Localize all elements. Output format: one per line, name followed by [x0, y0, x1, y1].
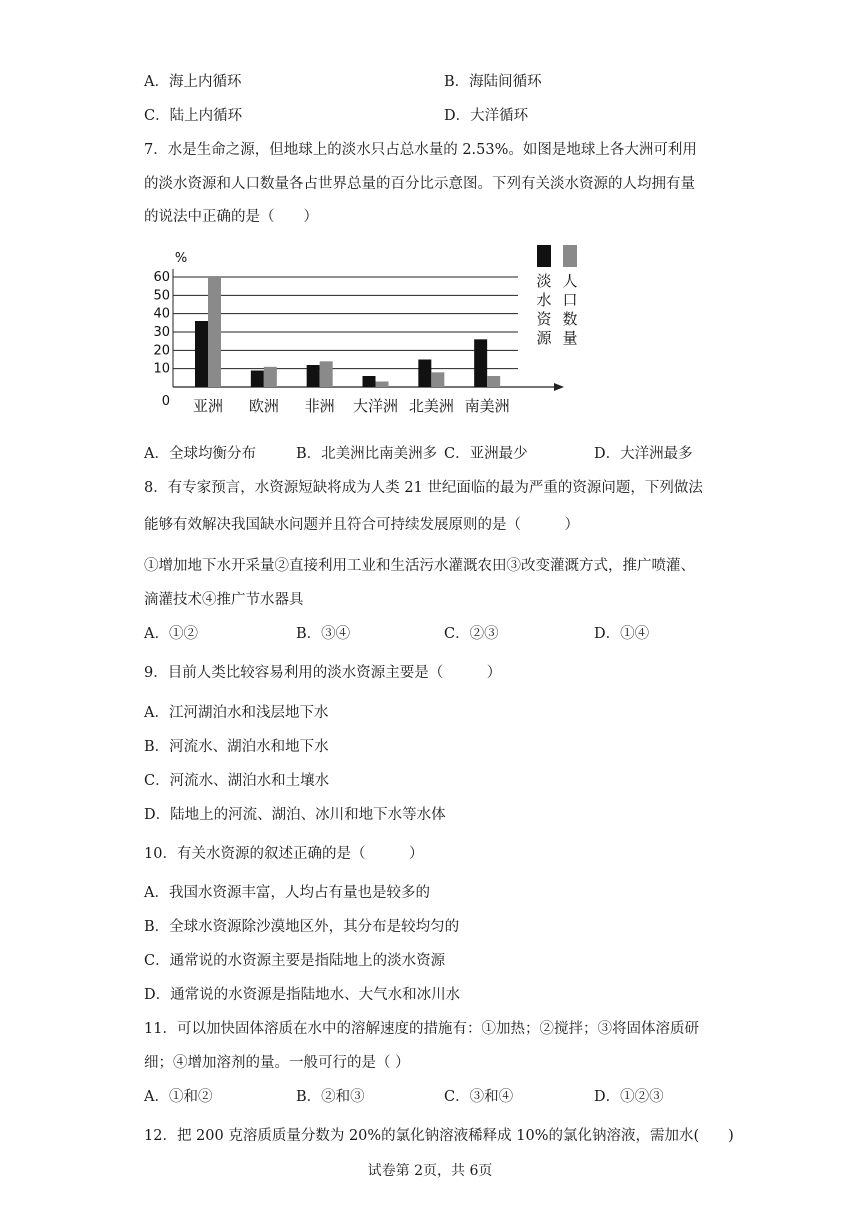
legend-label-char: 人 — [562, 272, 578, 290]
y-tick-label: 20 — [153, 343, 170, 359]
y-tick-label: 30 — [153, 325, 170, 340]
x-tick-label: 欧洲 — [248, 397, 279, 415]
q10-option-b: B．全球水资源除沙漠地区外，其分布是较均匀的 — [144, 919, 460, 935]
freshwater-population-bar-chart — [140, 240, 600, 420]
legend-label-char: 量 — [562, 329, 578, 347]
q10-option-c: C．通常说的水资源主要是指陆地上的淡水资源 — [144, 953, 446, 969]
q8-stem-line-2: 能够有效解决我国缺水问题并且符合可持续发展原则的是（ ） — [144, 517, 579, 533]
q7-stem-line-3: 的说法中正确的是（ ） — [144, 209, 318, 225]
q8-stem-line-1: 8．有专家预言，水资源短缺将成为人类 21 世纪面临的最为严重的资源问题，下列做法 — [144, 480, 703, 496]
q11-option-a: A．①和② — [144, 1089, 213, 1105]
x-axis-arrow — [554, 383, 564, 391]
bar-population — [264, 367, 277, 387]
q7-stem-line-1: 7．水是生命之源，但地球上的淡水只占总水量的 2.53%。如图是地球上各大洲可利用 — [144, 142, 697, 158]
q9-option-b: B．河流水、湖泊水和地下水 — [144, 739, 329, 755]
q8-stem-line-3: ①增加地下水开采量②直接利用工业和生活污水灌溉农田③改变灌溉方式，推广喷灌、 — [144, 558, 695, 574]
q7-option-c: C．亚洲最少 — [444, 446, 528, 462]
legend-label-char: 数 — [562, 310, 578, 328]
y-tick-label: 0 — [161, 394, 170, 409]
bar-freshwater — [195, 321, 208, 387]
legend-label-char: 口 — [562, 291, 578, 309]
bar-population — [376, 382, 389, 388]
q8-option-c: C．②③ — [444, 626, 499, 642]
q10-stem: 10．有关水资源的叙述正确的是（ ） — [144, 846, 424, 862]
q8-option-b: B．③④ — [296, 626, 351, 642]
bar-population — [320, 361, 333, 387]
q9-option-c: C．河流水、湖泊水和土壤水 — [144, 773, 330, 789]
q11-stem-line-1: 11．可以加快固体溶质在水中的溶解速度的措施有：①加热；②搅拌；③将固体溶质研 — [144, 1021, 699, 1037]
q6-option-d: D．大洋循环 — [444, 108, 529, 124]
x-tick-label: 非洲 — [304, 397, 335, 415]
x-tick-label: 大洋洲 — [352, 397, 399, 415]
q6-option-a: A．海上内循环 — [144, 74, 242, 90]
bar-freshwater — [363, 376, 376, 387]
q6-option-b: B．海陆间循环 — [444, 74, 542, 90]
y-tick-label: 40 — [153, 306, 170, 322]
bar-population — [487, 376, 500, 387]
y-axis-label: % — [174, 251, 188, 266]
y-tick-label: 10 — [153, 361, 170, 377]
q7-option-d: D．大洋洲最多 — [594, 446, 693, 462]
q7-stem-line-2: 的淡水资源和人口数量各占世界总量的百分比示意图。下列有关淡水资源的人均拥有量 — [144, 176, 695, 192]
x-tick-label: 北美洲 — [408, 397, 454, 415]
q12-stem: 12．把 200 克溶质质量分数为 20%的氯化钠溶液稀释成 10%的氯化钠溶液，需加水( ) — [144, 1128, 734, 1144]
q7-option-b: B．北美洲比南美洲多 — [296, 446, 438, 462]
q8-stem-line-4: 滴灌技术④推广节水器具 — [144, 592, 304, 608]
bar-freshwater — [418, 360, 431, 388]
q11-stem-line-2: 细；④增加溶剂的量。一般可行的是（ ） — [144, 1055, 410, 1071]
q10-option-a: A．我国水资源丰富，人均占有量也是较多的 — [144, 885, 430, 901]
bar-freshwater — [307, 365, 320, 387]
x-tick-label: 亚洲 — [192, 397, 224, 415]
x-tick-label: 南美洲 — [464, 397, 510, 415]
legend-swatch — [537, 245, 551, 267]
q9-stem: 9．目前人类比较容易利用的淡水资源主要是（ ） — [144, 665, 502, 681]
q10-option-d: D．通常说的水资源是指陆地水、大气水和冰川水 — [144, 987, 461, 1003]
q11-option-b: B．②和③ — [296, 1089, 365, 1105]
legend-label-char: 水 — [536, 291, 552, 309]
legend-swatch — [563, 245, 577, 267]
page-footer: 试卷第 2页，共 6页 — [367, 1163, 493, 1179]
q7-option-a: A．全球均衡分布 — [144, 446, 256, 462]
legend-label-char: 淡 — [536, 272, 552, 290]
legend-label-char: 源 — [536, 329, 552, 347]
q8-option-d: D．①④ — [594, 626, 650, 642]
y-tick-label: 60 — [153, 270, 170, 285]
y-tick-label: 50 — [153, 288, 170, 304]
q11-option-d: D．①②③ — [594, 1089, 664, 1105]
bar-freshwater — [251, 371, 264, 388]
q6-option-c: C．陆上内循环 — [144, 108, 243, 124]
bar-population — [208, 277, 221, 387]
q11-option-c: C．③和④ — [444, 1089, 514, 1105]
bar-freshwater — [474, 339, 487, 387]
q8-option-a: A．①② — [144, 626, 198, 642]
q9-option-a: A．江河湖泊水和浅层地下水 — [144, 705, 329, 721]
bar-population — [431, 372, 444, 387]
q9-option-d: D．陆地上的河流、湖泊、冰川和地下水等水体 — [144, 807, 446, 823]
legend-label-char: 资 — [536, 310, 552, 328]
